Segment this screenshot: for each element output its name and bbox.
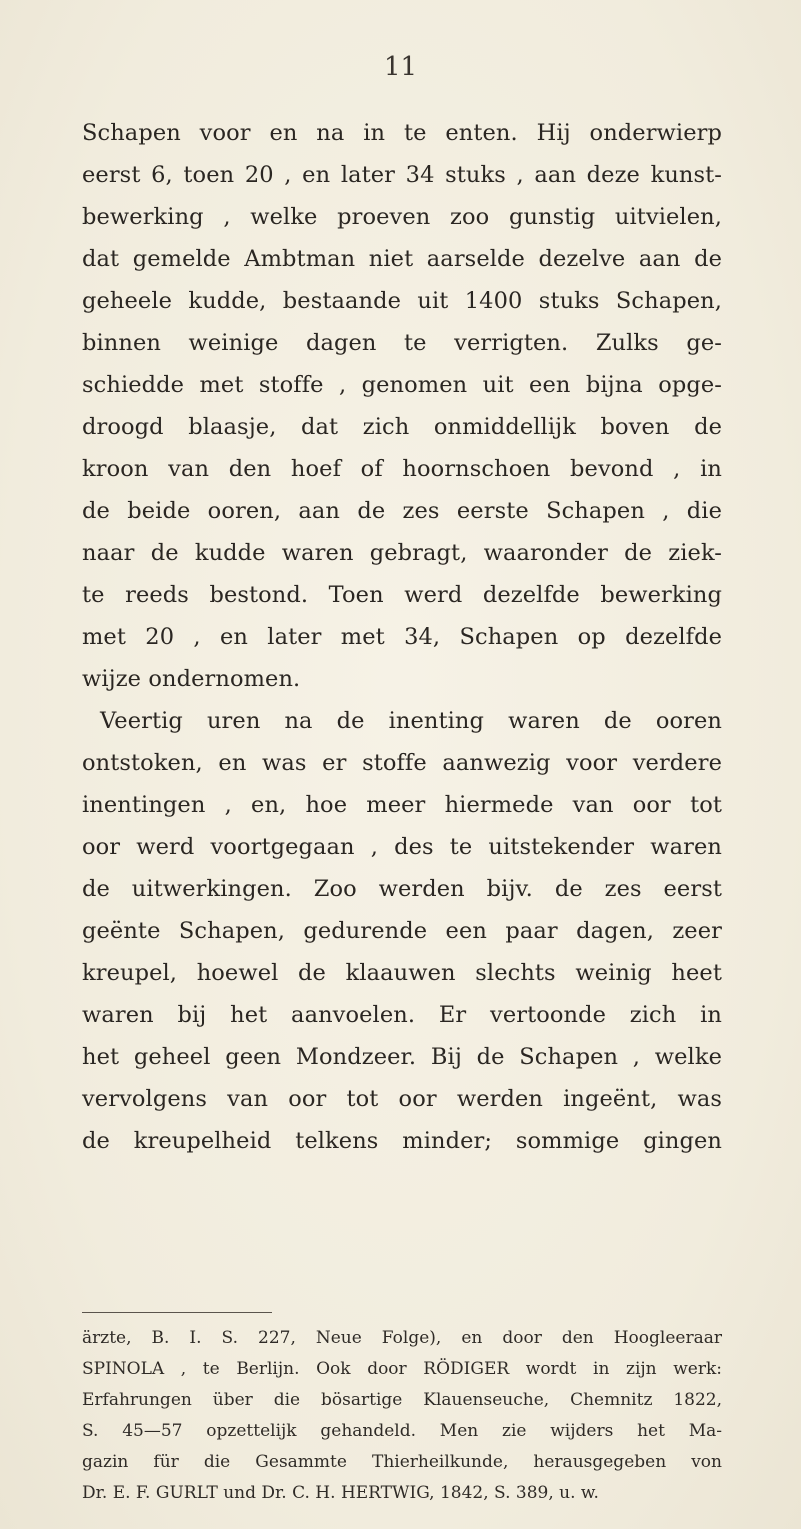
text-line: met 20 , en later met 34, Schapen op dezelfde	[82, 624, 722, 650]
text-line: schiedde met stoffe , genomen uit een bijna opge-	[82, 372, 722, 398]
text-line: eerst 6, toen 20 , en later 34 stuks , aan deze kunst-	[82, 162, 722, 188]
text-line: Schapen voor en na in te enten. Hij onderwierp	[82, 120, 722, 146]
body-text	[82, 112, 722, 1162]
text-line: oor werd voortgegaan , des te uitstekender waren	[82, 834, 722, 860]
text-line: ontstoken, en was er stoffe aanwezig voor verdere	[82, 750, 722, 776]
text-line: het geheel geen Mondzeer. Bij de Schapen , welke	[82, 1044, 722, 1070]
text-line: Veertig uren na de inenting waren de ooren	[100, 708, 722, 734]
text-line: wijze ondernomen.	[82, 666, 301, 692]
page-number: 11	[383, 52, 418, 82]
text-line: naar de kudde waren gebragt, waaronder de ziek-	[82, 540, 722, 566]
text-line: inentingen , en, hoe meer hiermede van oor tot	[82, 792, 722, 818]
text-line: geënte Schapen, gedurende een paar dagen, zeer	[82, 918, 722, 944]
footnote-divider	[82, 1312, 272, 1313]
text-line: kreupel, hoewel de klaauwen slechts weinig heet	[82, 960, 722, 986]
text-line: dat gemelde Ambtman niet aarselde dezelve aan de	[82, 246, 722, 272]
text-line: te reeds bestond. Toen werd dezelfde bewerking	[82, 582, 722, 608]
text-line: geheele kudde, bestaande uit 1400 stuks Schapen,	[82, 288, 722, 314]
text-line: binnen weinige dagen te verrigten. Zulks ge-	[82, 330, 722, 356]
text-line: de beide ooren, aan de zes eerste Schapen , die	[82, 498, 722, 524]
text-line: vervolgens van oor tot oor werden ingeënt, was	[82, 1086, 722, 1112]
footnote-line: SPINOLA , te Berlijn. Ook door RÖDIGER wordt in zijn werk:	[82, 1359, 722, 1379]
text-line: waren bij het aanvoelen. Er vertoonde zich in	[82, 1002, 722, 1028]
footnote-line: Dr. E. F. GURLT und Dr. C. H. HERTWIG, 1842, S. 389, u. w.	[82, 1483, 599, 1503]
text-line: droogd blaasje, dat zich onmiddellijk boven de	[82, 414, 722, 440]
footnote-line: gazin für die Gesammte Thierheilkunde, herausgegeben von	[82, 1452, 722, 1472]
text-line: bewerking , welke proeven zoo gunstig uitvielen,	[82, 204, 722, 230]
footnote-line: ärzte, B. I. S. 227, Neue Folge), en door den Hoogleeraar	[82, 1328, 722, 1348]
text-line: kroon van den hoef of hoornschoen bevond , in	[82, 456, 722, 482]
text-line: de uitwerkingen. Zoo werden bijv. de zes eerst	[82, 876, 722, 902]
footnote-line: S. 45—57 opzettelijk gehandeld. Men zie wijders het Ma-	[82, 1421, 722, 1441]
footnote-block	[82, 1323, 722, 1509]
text-line: de kreupelheid telkens minder; sommige gingen	[82, 1128, 722, 1154]
footnote-line: Erfahrungen über die bösartige Klauenseuche, Chemnitz 1822,	[82, 1390, 722, 1410]
